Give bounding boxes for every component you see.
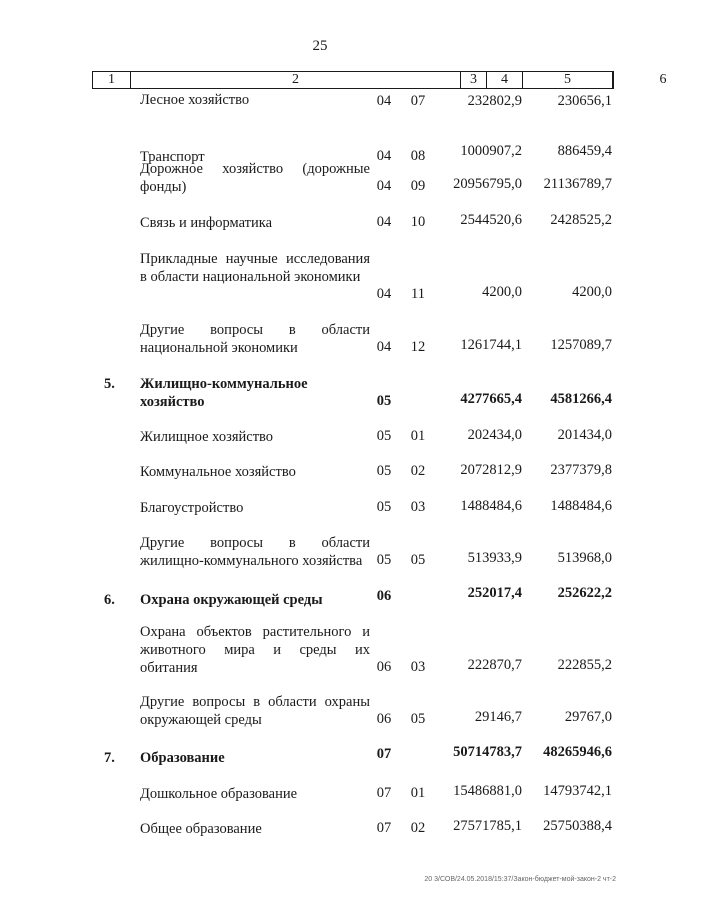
row-value-5: 2544520,6 (460, 212, 522, 228)
row-name: Общее образование (140, 821, 262, 837)
row-value-6: 201434,0 (557, 427, 612, 443)
row-subsection: 03 (410, 659, 426, 675)
row-value-5: 27571785,1 (453, 818, 522, 834)
row-name: Другие вопросы в области национальной экономики (140, 322, 370, 356)
row-section: 06 (376, 588, 392, 604)
row-name: Благоустройство (140, 500, 244, 516)
row-subsection: 05 (410, 552, 426, 568)
header-col-1: 1 (93, 72, 131, 88)
table-header (92, 71, 667, 89)
row-value-5: 513933,9 (467, 550, 522, 566)
section-number: 5. (104, 376, 115, 392)
row-section: 05 (376, 428, 392, 444)
row-section: 05 (376, 463, 392, 479)
row-value-5: 15486881,0 (453, 783, 522, 799)
row-value-6: 2377379,8 (550, 462, 612, 478)
row-section: 04 (376, 214, 392, 230)
row-name: Связь и информатика (140, 215, 273, 231)
section-number: 6. (104, 592, 115, 608)
row-section: 04 (376, 339, 392, 355)
row-section: 07 (376, 820, 392, 836)
row-value-6: 21136789,7 (543, 176, 612, 192)
page-number: 25 (312, 38, 328, 54)
row-value-5: 50714783,7 (453, 744, 522, 760)
row-subsection: 05 (410, 711, 426, 727)
row-value-6: 230656,1 (557, 93, 612, 109)
row-name: Другие вопросы в области жилищно-коммунального хозяйства (140, 535, 370, 569)
row-value-5: 2072812,9 (460, 462, 522, 478)
section-number: 7. (104, 750, 115, 766)
row-section: 05 (376, 552, 392, 568)
header-col-4: 4 (487, 72, 523, 88)
row-value-6: 1488484,6 (550, 498, 612, 514)
row-section: 06 (376, 711, 392, 727)
row-value-6: 4581266,4 (550, 391, 612, 407)
row-subsection: 02 (410, 820, 426, 836)
row-name: Дорожное хозяйство (дорожные фонды) (140, 161, 370, 195)
row-subsection: 11 (411, 286, 425, 302)
row-value-5: 232802,9 (467, 93, 522, 109)
row-section: 05 (376, 499, 392, 515)
footer-note: 20 3/СОВ/24.05.2018/15:37/Закон-бюджет-мой-закон-2 чт-2 (424, 876, 616, 883)
row-subsection: 01 (410, 785, 426, 801)
row-value-6: 886459,4 (557, 143, 612, 159)
row-section: 06 (376, 659, 392, 675)
row-name: Лесное хозяйство (140, 92, 250, 108)
row-value-6: 4200,0 (572, 284, 612, 300)
row-name: Транспорт (140, 149, 205, 165)
row-subsection: 02 (410, 463, 426, 479)
row-section: 07 (376, 785, 392, 801)
row-value-5: 202434,0 (467, 427, 522, 443)
row-subsection: 08 (410, 148, 426, 164)
row-value-5: 1261744,1 (460, 337, 522, 353)
row-value-6: 252622,2 (557, 585, 612, 601)
row-value-6: 2428525,2 (550, 212, 612, 228)
row-subsection: 10 (410, 214, 426, 230)
header-col-2: 2 (131, 72, 461, 88)
row-name: Охрана окружающей среды (140, 592, 323, 608)
row-subsection: 09 (410, 178, 426, 194)
row-subsection: 03 (410, 499, 426, 515)
row-name: Жилищно-коммунальное хозяйство (140, 376, 308, 410)
row-name: Дошкольное образование (140, 786, 298, 802)
row-value-6: 222855,2 (557, 657, 612, 673)
row-value-6: 29767,0 (564, 709, 612, 725)
row-value-5: 20956795,0 (453, 176, 522, 192)
row-subsection: 07 (410, 93, 426, 109)
row-section: 05 (376, 393, 392, 409)
row-value-5: 252017,4 (467, 585, 522, 601)
row-value-6: 14793742,1 (543, 783, 612, 799)
row-value-5: 1488484,6 (460, 498, 522, 514)
row-name: Жилищное хозяйство (140, 429, 274, 445)
row-section: 04 (376, 93, 392, 109)
row-value-5: 1000907,2 (460, 143, 522, 159)
row-name: Образование (140, 750, 225, 766)
row-name: Прикладные научные исследования в области национальной экономики (140, 251, 370, 285)
row-name: Другие вопросы в области охраны окружающей среды (140, 694, 370, 728)
row-section: 04 (376, 148, 392, 164)
row-value-6: 513968,0 (557, 550, 612, 566)
row-value-5: 4200,0 (482, 284, 522, 300)
row-section: 04 (376, 178, 392, 194)
row-name: Охрана объектов растительного и животного мира и среды их обитания (140, 624, 370, 676)
row-name: Коммунальное хозяйство (140, 464, 296, 480)
row-value-5: 222870,7 (467, 657, 522, 673)
row-section: 07 (376, 746, 392, 762)
row-value-5: 29146,7 (474, 709, 522, 725)
row-subsection: 01 (410, 428, 426, 444)
row-value-6: 25750388,4 (543, 818, 612, 834)
row-value-5: 4277665,4 (460, 391, 522, 407)
header-col-6: 6 (659, 72, 667, 87)
row-subsection: 12 (410, 339, 426, 355)
row-section: 04 (376, 286, 392, 302)
row-value-6: 48265946,6 (543, 744, 612, 760)
header-col-3: 3 (461, 72, 487, 88)
header-col-5: 5 (523, 72, 613, 88)
row-value-6: 1257089,7 (550, 337, 612, 353)
